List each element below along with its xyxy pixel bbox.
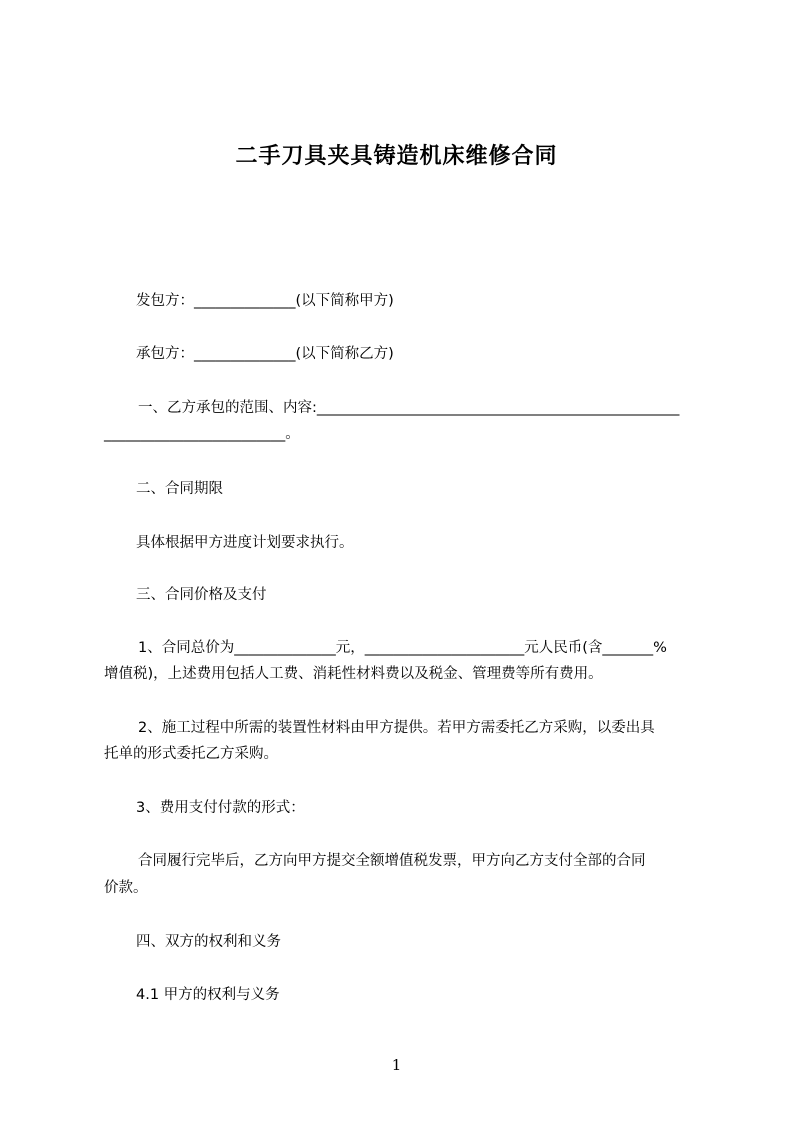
payment-terms: 合同履行完毕后，乙方向甲方提交全额增值税发票，甲方向乙方支付全部的合同 xyxy=(138,853,646,869)
section-4-heading: 四、双方的权利和义务 xyxy=(136,934,281,950)
section-2-heading: 二、合同期限 xyxy=(136,481,223,497)
section-3-heading: 三、合同价格及支付 xyxy=(136,587,267,603)
clause-3-1: 1、合同总价为______________元，______________________元人民币(含_______% xyxy=(138,640,667,656)
page-number: 1 xyxy=(391,1056,402,1074)
clause-3-3: 3、费用支付付款的形式： xyxy=(136,800,305,816)
payment-terms-continued: 价款。 xyxy=(104,880,148,896)
clause-3-2-continued: 托单的形式委托乙方采购。 xyxy=(104,746,278,762)
section-2-body: 具体根据甲方进度计划要求执行。 xyxy=(136,535,354,551)
document-title: 二手刀具夹具铸造机床维修合同 xyxy=(235,144,558,169)
subsection-4-1-heading: 4.1 甲方的权利与义务 xyxy=(136,987,280,1003)
clause-3-1-continued: 增值税)，上述费用包括人工费、消耗性材料费以及税金、管理费等所有费用。 xyxy=(104,666,603,682)
party-a-line: 发包方：______________(以下简称甲方) xyxy=(136,293,394,309)
section-1-scope-continued: _________________________。 xyxy=(104,426,300,442)
party-b-line: 承包方：______________(以下简称乙方) xyxy=(136,346,394,362)
clause-3-2: 2、施工过程中所需的装置性材料由甲方提供。若甲方需委托乙方采购，以委出具 xyxy=(138,720,655,736)
section-1-scope: 一、乙方承包的范围、内容:__________________________________________________ xyxy=(138,400,680,416)
